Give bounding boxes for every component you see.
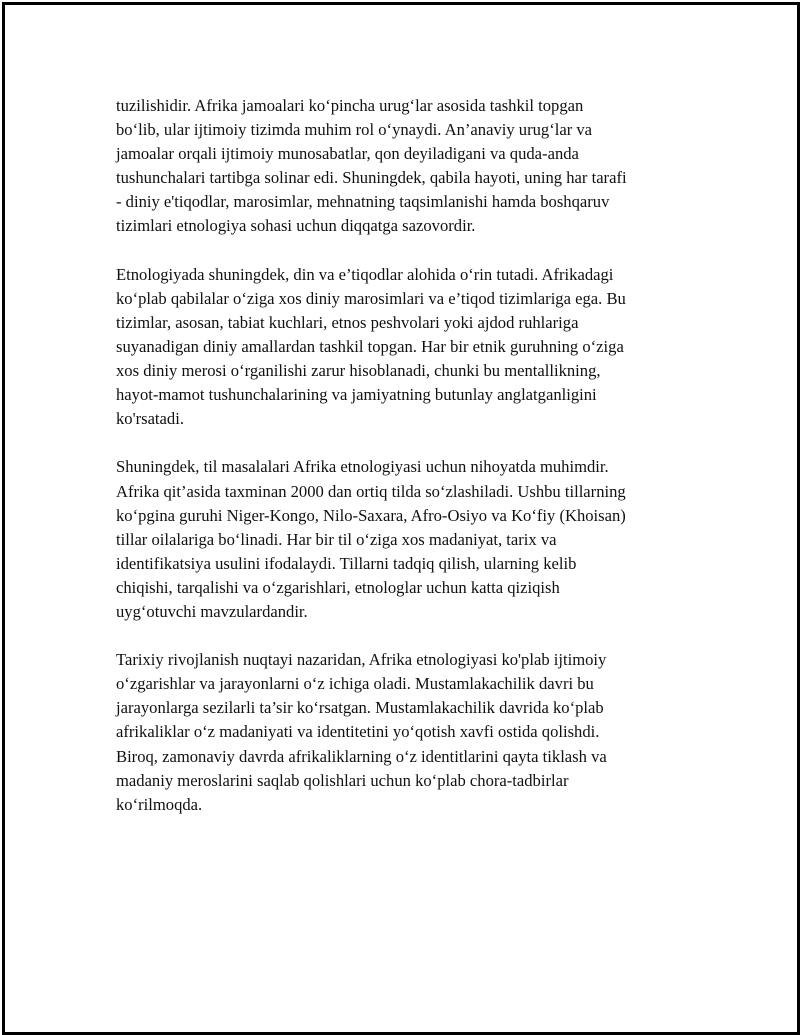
paragraph-2 bbox=[116, 263, 696, 432]
text-line: hayot-mamot tushunchalarining va jamiyatning butunlay anglatganligini bbox=[116, 385, 597, 405]
text-line: Afrika qit’asida taxminan 2000 dan ortiq tilda so‘zlashiladi. Ushbu tillarning bbox=[116, 481, 626, 501]
text-line: tizimlari etnologiya sohasi uchun diqqatga sazovordir. bbox=[116, 216, 476, 236]
text-line: - diniy e'tiqodlar, marosimlar, mehnatning taqsimlanishi hamda boshqaruv bbox=[116, 192, 610, 212]
paragraph-4 bbox=[116, 648, 696, 817]
text-line: tuzilishidir. Afrika jamoalari ko‘pincha urug‘lar asosida tashkil topgan bbox=[116, 96, 584, 115]
text-line: Shuningdek, til masalalari Afrika etnologiyasi uchun nihoyatda muhimdir. bbox=[116, 457, 609, 477]
text-line: o‘zgarishlar va jarayonlarni o‘z ichiga oladi. Mustamlakachilik davri bu bbox=[116, 674, 594, 694]
document-body bbox=[116, 94, 696, 841]
text-line: Etnologiyada shuningdek, din va e’tiqodlar alohida o‘rin tutadi. Afrikadagi bbox=[116, 264, 614, 284]
text-line: bo‘lib, ular ijtimoiy tizimda muhim rol o‘ynaydi. An’anaviy urug‘lar va bbox=[116, 120, 593, 140]
text-line: Biroq, zamonaviy davrda afrikaliklarning o‘z identitlarini qayta tiklash va bbox=[116, 746, 607, 766]
text-line: ko‘rilmoqda. bbox=[116, 794, 203, 814]
paragraph-1 bbox=[116, 94, 696, 239]
text-line: tizimlar, asosan, tabiat kuchlari, etnos peshvolari yoki ajdod ruhlariga bbox=[116, 312, 579, 332]
text-line: tushunchalari tartibga solinar edi. Shuningdek, qabila hayoti, uning har tarafi bbox=[116, 168, 627, 188]
text-line: tillar oilalariga bo‘linadi. Har bir til o‘ziga xos madaniyat, tarix va bbox=[116, 529, 557, 549]
text-line: ko‘pgina guruhi Niger-Kongo, Nilo-Saxara, Afro-Osiyo va Ko‘fiy (Khoisan) bbox=[116, 505, 626, 525]
text-line: Tarixiy rivojlanish nuqtayi nazaridan, Afrika etnologiyasi ko'plab ijtimoiy bbox=[116, 650, 607, 670]
text-line: afrikaliklar o‘z madaniyati va identitetini yo‘qotish xavfi ostida qolishdi. bbox=[116, 722, 600, 742]
text-line: xos diniy merosi o‘rganilishi zarur hisoblanadi, chunki bu mentallikning, bbox=[116, 361, 601, 381]
text-line: ko‘plab qabilalar o‘ziga xos diniy marosimlari va e’tiqod tizimlariga ega. Bu bbox=[116, 288, 626, 308]
text-line: identifikatsiya usulini ifodalaydi. Tillarni tadqiq qilish, ularning kelib bbox=[116, 553, 577, 573]
text-line: chiqishi, tarqalishi va o‘zgarishlari, etnologlar uchun katta qiziqish bbox=[116, 577, 560, 597]
text-line: jamoalar orqali ijtimoiy munosabatlar, qon deyiladigani va quda-anda bbox=[116, 144, 579, 164]
text-line: madaniy meroslarini saqlab qolishlari uchun ko‘plab chora-tadbirlar bbox=[116, 770, 569, 790]
paragraph-3 bbox=[116, 455, 696, 624]
text-line: uyg‘otuvchi mavzulardandir. bbox=[116, 601, 308, 621]
text-line: suyanadigan diniy amallardan tashkil topgan. Har bir etnik guruhning o‘ziga bbox=[116, 336, 624, 356]
text-line: ko'rsatadi. bbox=[116, 409, 184, 429]
text-line: jarayonlarga sezilarli ta’sir ko‘rsatgan. Mustamlakachilik davrida ko‘plab bbox=[116, 698, 604, 718]
